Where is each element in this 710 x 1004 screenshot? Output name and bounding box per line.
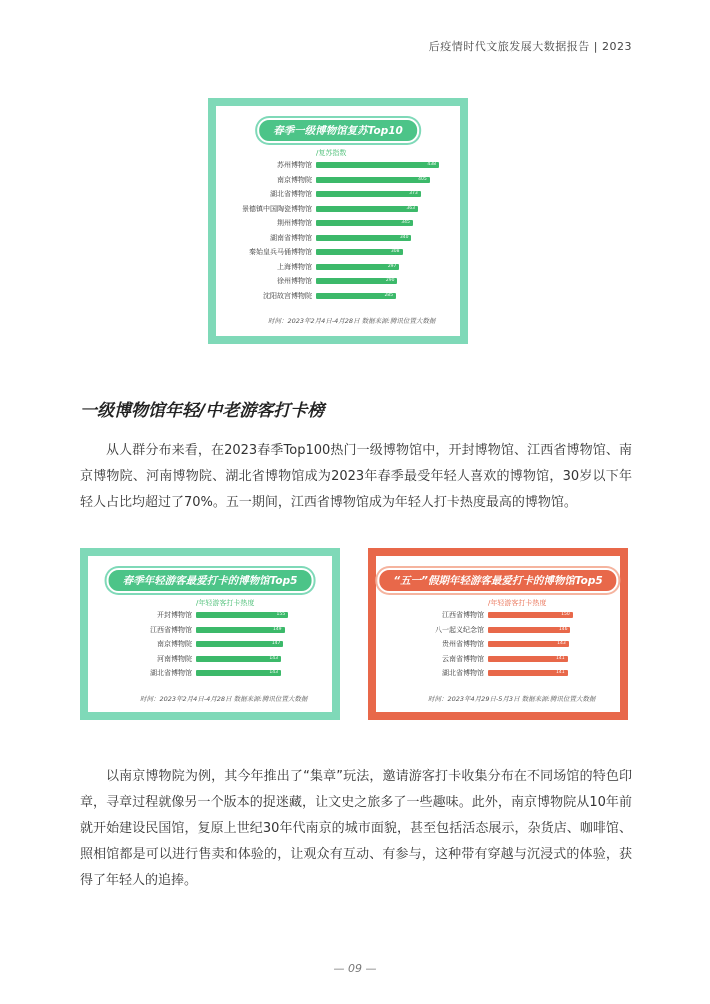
bar-category-label: 开封博物馆 xyxy=(157,611,192,619)
bar-value-label: 143 xyxy=(557,641,566,646)
bar-category-label: 南京博物院 xyxy=(157,640,192,648)
bar-value-label: 146 xyxy=(558,626,568,632)
bar-value-label: 438 xyxy=(427,162,436,167)
bar xyxy=(196,656,281,662)
section-heading: 一级博物馆年轻/中老游客打卡榜 xyxy=(80,401,325,421)
chart-card-mayday xyxy=(368,548,628,720)
paragraph-1: 从人群分布来看，在2023春季Top100热门一级博物馆中，开封博物馆、江西省博物馆、南京博物院、河南博物院、湖北省博物馆成为2023年春季最受年轻人喜欢的博物馆，30岁以下年轻人占比均超过了70%。五一期间，江西省博物馆成为年轻人打卡热度最高的博物馆。 xyxy=(80,443,632,510)
bar-category-label: 徐州博物馆 xyxy=(277,277,312,285)
bar xyxy=(316,220,413,226)
bar-value-label: 373 xyxy=(409,191,418,196)
bar-category-label: 云南省博物馆 xyxy=(442,654,484,663)
bar-category-label: 八一起义纪念馆 xyxy=(435,625,484,634)
bar-value-label: 141 xyxy=(556,670,565,675)
bar-category-label: 湖北省博物馆 xyxy=(270,190,312,198)
bar-category-label: 湖北省博物馆 xyxy=(150,669,192,677)
bar xyxy=(316,235,411,241)
bar-category-label: 景德镇中国陶瓷博物馆 xyxy=(242,204,312,213)
bar-value-label: 405 xyxy=(418,176,427,182)
bar xyxy=(488,627,570,633)
bar xyxy=(316,177,430,183)
bar-category-label: 上海博物馆 xyxy=(277,262,312,271)
bar-value-label: 155 xyxy=(276,612,286,617)
bar xyxy=(316,191,421,197)
bar-value-label: 143 xyxy=(269,655,278,661)
report-header: 后疫情时代文旅发展大数据报告 | 2023 xyxy=(428,40,632,53)
chart-footnote: 时间：2023年4月29日-5月3日 数据来源:腾讯位置大数据 xyxy=(428,695,596,703)
bar-category-label: 荆州博物馆 xyxy=(277,219,312,227)
chart-metric-label: /复苏指数 xyxy=(316,149,347,157)
bar-value-label: 149 xyxy=(272,626,282,632)
bar-value-label: 297 xyxy=(387,263,397,269)
bar xyxy=(488,670,568,676)
bar-value-label: 285 xyxy=(384,292,394,298)
bar-value-label: 290 xyxy=(385,278,395,283)
bar xyxy=(196,627,285,633)
bar-category-label: 苏州博物馆 xyxy=(277,161,312,169)
chart-card-top10 xyxy=(208,98,468,344)
bar-value-label: 363 xyxy=(406,205,415,211)
bar xyxy=(316,264,399,270)
bar-category-label: 江西省博物馆 xyxy=(442,611,484,619)
bar-category-label: 河南博物院 xyxy=(157,654,192,663)
bar-category-label: 南京博物院 xyxy=(277,175,312,184)
paragraph-2: 以南京博物院为例，其今年推出了“集章”玩法，邀请游客打卡收集分布在不同场馆的特色印章，寻章过程就像另一个版本的捉迷藏，让文史之旅多了一些趣味。此外，南京博物院从10年前就开始建设民国馆，复原上世纪30年代南京的城市面貌，甚至包括活态展示，杂货店、咖啡馆、照相馆都是可以进行售卖和体验的，让观众有互动、有参与，这种带有穿越与沉浸式的体验，获得了年轻人的追捧。 xyxy=(80,769,632,888)
bar xyxy=(316,206,418,212)
bar-value-label: 150 xyxy=(561,612,570,617)
chart-title: 春季年轻游客最爱打卡的博物馆Top5 xyxy=(107,568,314,593)
bar xyxy=(488,641,569,647)
chart-metric-label: /年轻游客打卡热度 xyxy=(488,599,547,607)
bar xyxy=(316,162,439,168)
chart-title: “五一”假期年轻游客最爱打卡的博物馆Top5 xyxy=(377,568,618,593)
chart-footnote: 时间：2023年2月4日-4月28日 数据来源:腾讯位置大数据 xyxy=(140,695,308,703)
bar xyxy=(316,249,403,255)
bar xyxy=(316,278,397,284)
chart-footnote: 时间：2023年2月4日-4月28日 数据来源:腾讯位置大数据 xyxy=(268,317,436,325)
bar xyxy=(488,612,573,618)
bar xyxy=(196,670,281,676)
chart-card-youth-spring xyxy=(80,548,340,720)
bar-category-label: 秦始皇兵马俑博物馆 xyxy=(249,248,312,256)
bar-category-label: 沈阳故宫博物院 xyxy=(263,291,312,300)
chart-metric-label: /年轻游客打卡热度 xyxy=(196,599,255,607)
bar-value-label: 147 xyxy=(271,641,281,646)
page-number: — 09 — xyxy=(333,962,377,975)
bar-value-label: 340 xyxy=(399,234,409,240)
bar-category-label: 湖北省博物馆 xyxy=(442,669,484,677)
chart-title: 春季一级博物馆复苏Top10 xyxy=(257,118,419,143)
bar-category-label: 湖南省博物馆 xyxy=(270,233,312,242)
bar-value-label: 143 xyxy=(269,670,278,675)
bar xyxy=(316,293,396,299)
bar-category-label: 江西省博物馆 xyxy=(150,625,192,634)
bar-category-label: 贵州省博物馆 xyxy=(442,640,484,648)
bar-value-label: 345 xyxy=(401,220,410,225)
bar xyxy=(488,656,568,662)
bar xyxy=(196,641,283,647)
bar xyxy=(196,612,288,618)
bar-value-label: 308 xyxy=(390,249,400,254)
bar-value-label: 141 xyxy=(556,655,565,661)
